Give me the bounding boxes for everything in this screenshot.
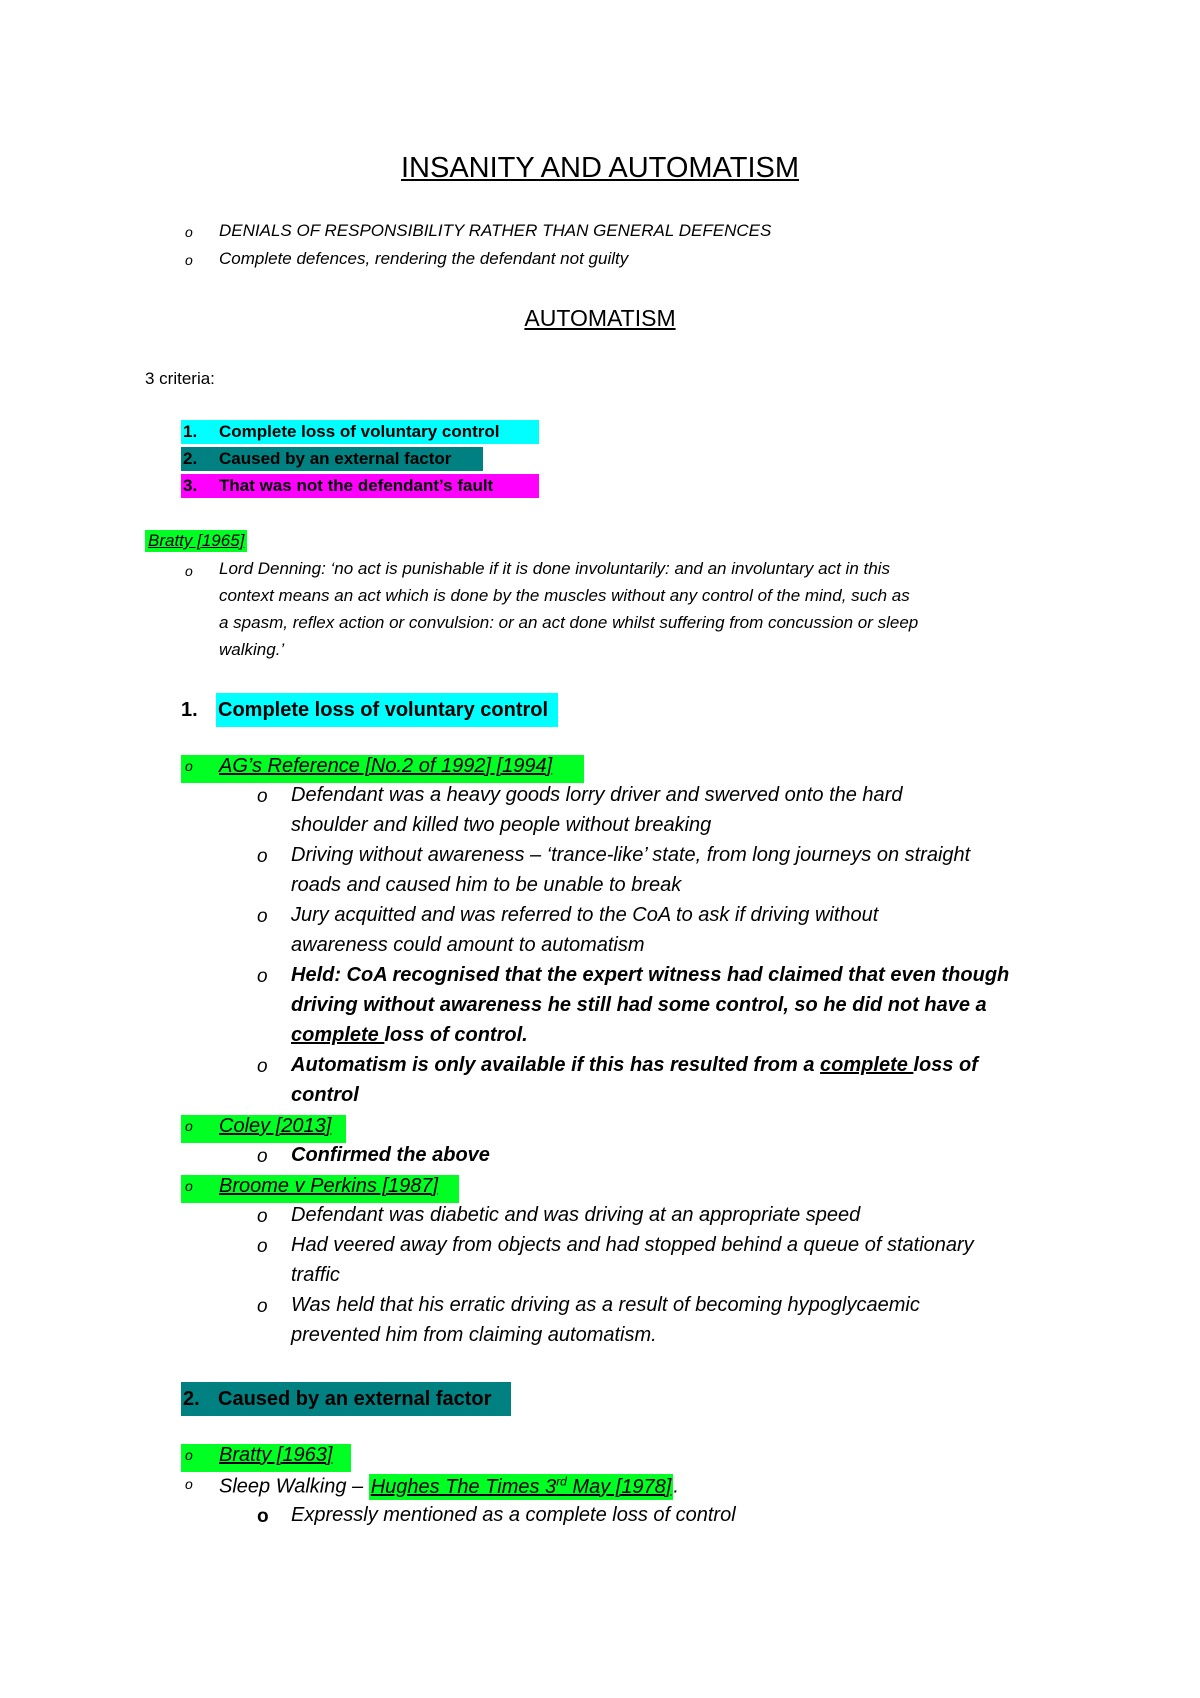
point-line: Defendant was diabetic and was driving at an appropriate speed [291,1204,861,1226]
case-name-coley: Coley [2013] [219,1115,332,1137]
sleep-walking-line: Sleep Walking – Hughes The Times 3rd May [1978] . [219,1474,679,1498]
automatism-line: control [291,1084,359,1106]
bullet-glyph: o [257,906,268,927]
point-line: Jury acquitted and was referred to the CoA to ask if driving without [291,904,879,926]
point-line: roads and caused him to be unable to break [291,874,682,896]
bullet-glyph: o [257,1146,268,1167]
bullet-glyph: o [185,1178,193,1194]
case-name-bratty-1963: Bratty [1963] [219,1444,333,1466]
section-title: AUTOMATISM [524,305,676,331]
criteria-item: 3. That was not the defendant’s fault [181,474,539,498]
bullet-glyph: o [257,1296,268,1317]
point-line: shoulder and killed two people without breaking [291,814,712,836]
point-line: Expressly mentioned as a complete loss of control [291,1504,736,1526]
intro-bullet: DENIALS OF RESPONSIBILITY RATHER THAN GENERAL DEFENCES [219,221,772,240]
criteria-item: 2. Caused by an external factor [181,447,483,471]
bullet-glyph: o [257,1236,268,1257]
quote-line: a spasm, reflex action or convulsion: or an act done whilst suffering from concussion or sleep [219,613,919,632]
intro-bullet: Complete defences, rendering the defendant not guilty [219,249,629,268]
bullet-glyph: o [185,252,193,268]
bullet-glyph: o [185,758,193,774]
bullet-glyph: o [185,1476,193,1492]
bullet-glyph: o [257,966,268,987]
held-line: driving without awareness he still had some control, so he did not have a [291,994,987,1016]
criteria-item: 1. Complete loss of voluntary control [181,420,539,444]
bullet-glyph: o [185,563,193,579]
point-line: Driving without awareness – ‘trance-like’ state, from long journeys on straight [291,844,971,866]
quote-line: context means an act which is done by the muscles without any control of the mind, such as [219,586,910,605]
case-name-ag-reference: AG’s Reference [No.2 of 1992] [1994] [219,755,553,777]
held-line: complete loss of control. [291,1024,528,1046]
bullet-glyph: o [185,1447,193,1463]
point-line: prevented him from claiming automatism. [291,1324,657,1346]
page-title: INSANITY AND AUTOMATISM [400,152,799,184]
point-line: traffic [291,1264,340,1286]
point-line: Defendant was a heavy goods lorry driver and swerved onto the hard [291,784,903,806]
bullet-glyph: o [185,224,193,240]
bullet-glyph: o [257,1056,268,1077]
point-line: Was held that his erratic driving as a result of becoming hypoglycaemic [291,1294,920,1316]
bullet-glyph: o [257,1206,268,1227]
heading-external-factor: 2. Caused by an external factor [181,1382,511,1416]
point-line: Confirmed the above [291,1144,490,1166]
quote-line: Lord Denning: ‘no act is punishable if it is done involuntarily: and an involuntary act in this [219,559,890,578]
point-line: awareness could amount to automatism [291,934,645,956]
quote-line: walking.’ [219,640,285,659]
bullet-glyph: o [257,1506,269,1527]
bullet-glyph: o [257,846,268,867]
held-line: Held: CoA recognised that the expert witness had claimed that even though [291,964,1010,986]
point-line: Had veered away from objects and had stopped behind a queue of stationary [291,1234,974,1256]
automatism-line: Automatism is only available if this has resulted from a complete loss of [291,1054,978,1076]
case-name-bratty-1965: Bratty [1965] [145,530,247,552]
case-name-broome: Broome v Perkins [1987] [219,1175,438,1197]
bullet-glyph: o [185,1118,193,1134]
criteria-label: 3 criteria: [145,369,215,388]
bullet-glyph: o [257,786,268,807]
heading-complete-loss: 1. Complete loss of voluntary control [181,693,558,727]
